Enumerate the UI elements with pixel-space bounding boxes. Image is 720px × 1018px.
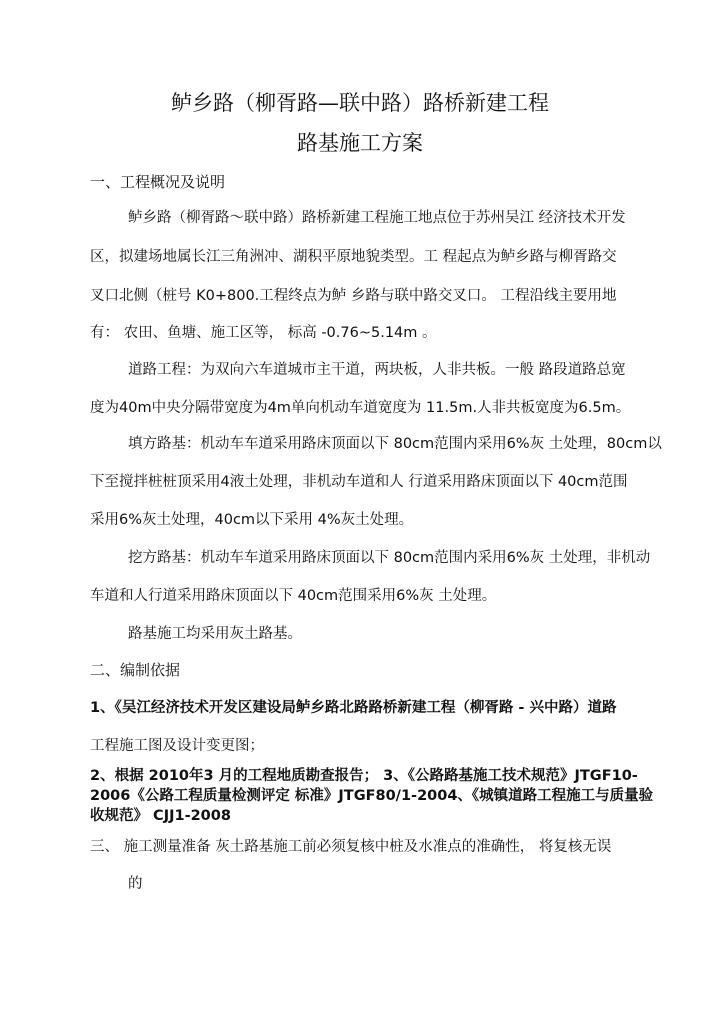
section-heading-overview: 一、工程概况及说明 xyxy=(90,173,226,191)
list-item: 1、《吴江经济技术开发区建设局鲈乡路北路路桥新建工程（柳胥路 - 兴中路）道路 xyxy=(90,700,617,716)
paragraph-line: 的 xyxy=(128,876,143,892)
paragraph-line: 区，拟建场地属长江三角洲冲、湖积平原地貌类型。工 程起点为鲈乡路与柳胥路交 xyxy=(90,249,617,265)
paragraph-line: 鲈乡路（柳胥路～联中路）路桥新建工程施工地点位于苏州吴江 经济技术开发 xyxy=(128,210,626,226)
paragraph-line: 有： 农田、鱼塘、施工区等， 标高 -0.76~5.14m 。 xyxy=(90,325,437,341)
document-subtitle: 路基施工方案 xyxy=(297,131,423,155)
list-item-continuation: 工程施工图及设计变更图； xyxy=(90,738,264,754)
paragraph-line: 填方路基：机动车车道采用路床顶面以下 80cm范围内采用6%灰 土处理，80cm以 xyxy=(128,436,662,452)
paragraph-line: 度为40m中央分隔带宽度为4m单向机动车道宽度为 11.5m.人非共板宽度为6.5m。 xyxy=(90,400,631,416)
section-heading-survey: 三、 施工测量准备 灰土路基施工前必须复核中桩及水准点的准确性， 将复核无误 xyxy=(90,839,612,855)
paragraph-line: 采用6%灰土处理，40cm以下采用 4%灰土处理。 xyxy=(90,512,414,528)
reference-line: 2、根据 2010年3 月的工程地质勘查报告； 3、《公路路基施工技术规范》JTGF10- xyxy=(90,768,638,784)
paragraph-line: 挖方路基：机动车车道采用路床顶面以下 80cm范围内采用6%灰 土处理，非机动 xyxy=(128,550,651,566)
paragraph-line: 叉口北侧（桩号 K0+800.工程终点为鲈 乡路与联中路交叉口。 工程沿线主要用地 xyxy=(90,288,617,304)
reference-line: 2006《公路工程质量检测评定 标准》JTGF80/1-2004、《城镇道路工程施工与质量验 xyxy=(90,788,654,804)
paragraph-line: 下至搅拌桩桩顶采用4液土处理，非机动车道和人 行道采用路床顶面以下 40cm范围 xyxy=(90,474,628,490)
paragraph-line: 路基施工均采用灰土路基。 xyxy=(128,626,302,642)
reference-line: 收规范》 CJJ1-2008 xyxy=(90,808,231,824)
section-heading-basis: 二、编制依据 xyxy=(90,661,181,679)
document-title: 鲈乡路（柳胥路—联中路）路桥新建工程 xyxy=(171,91,549,115)
paragraph-line: 车道和人行道采用路床顶面以下 40cm范围采用6%灰 土处理。 xyxy=(90,588,497,604)
paragraph-line: 道路工程：为双向六车道城市主干道，两块板，人非共板。一般 路段道路总宽 xyxy=(128,362,626,378)
